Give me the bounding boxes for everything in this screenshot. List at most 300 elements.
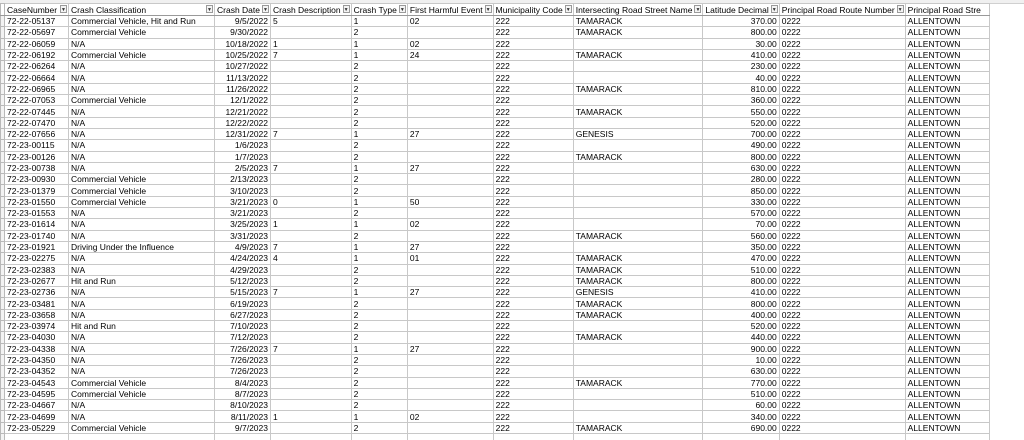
cell-principal-road-route[interactable]: 0222	[779, 174, 905, 185]
table-row[interactable]	[1, 61, 990, 72]
cell-casenumber[interactable]: 72-23-00930	[5, 174, 69, 185]
cell-first-harmful-event[interactable]	[407, 230, 493, 241]
table-row[interactable]	[1, 241, 990, 252]
cell-principal-road-route[interactable]: 0222	[779, 95, 905, 106]
cell-principal-road-route[interactable]: 0222	[779, 83, 905, 94]
cell-crash-description[interactable]: 1	[271, 411, 352, 422]
cell-principal-road-route[interactable]: 0222	[779, 241, 905, 252]
cell-principal-road-route[interactable]: 0222	[779, 309, 905, 320]
table-row[interactable]	[1, 49, 990, 60]
cell-intersecting-road[interactable]: TAMARACK	[573, 298, 703, 309]
cell-crash-type[interactable]: 2	[351, 366, 407, 377]
cell-first-harmful-event[interactable]	[407, 95, 493, 106]
cell-crash-date[interactable]: 9/30/2022	[215, 27, 271, 38]
cell-crash-type[interactable]: 1	[351, 38, 407, 49]
cell-crash-type[interactable]: 1	[351, 16, 407, 27]
cell-municipality-code[interactable]: 222	[493, 49, 573, 60]
cell-crash-date[interactable]: 6/27/2023	[215, 309, 271, 320]
cell-latitude-decimal[interactable]: 520.00	[703, 117, 779, 128]
cell-crash-description[interactable]: 7	[271, 241, 352, 252]
cell-municipality-code[interactable]: 222	[493, 128, 573, 139]
cell-intersecting-road[interactable]: TAMARACK	[573, 264, 703, 275]
cell-crash-date[interactable]: 2/13/2023	[215, 174, 271, 185]
cell-latitude-decimal[interactable]: 630.00	[703, 366, 779, 377]
table-row[interactable]	[1, 366, 990, 377]
cell-crash-classification[interactable]: N/A	[69, 354, 215, 365]
cell-crash-classification[interactable]: N/A	[69, 219, 215, 230]
cell-latitude-decimal[interactable]: 280.00	[703, 174, 779, 185]
filter-dropdown-icon[interactable]: ▼	[695, 7, 701, 13]
cell-intersecting-road[interactable]: TAMARACK	[573, 106, 703, 117]
cell-principal-road-street[interactable]: ALLENTOWN	[905, 275, 989, 286]
cell-first-harmful-event[interactable]	[407, 332, 493, 343]
cell-intersecting-road[interactable]	[573, 174, 703, 185]
cell-crash-date[interactable]: 10/27/2022	[215, 61, 271, 72]
cell-principal-road-street[interactable]: ALLENTOWN	[905, 117, 989, 128]
cell-crash-type[interactable]: 1	[351, 49, 407, 60]
cell-casenumber[interactable]: 72-23-03658	[5, 309, 69, 320]
empty-row[interactable]	[1, 433, 990, 440]
cell-crash-description[interactable]	[271, 309, 352, 320]
cell-crash-type[interactable]: 2	[351, 332, 407, 343]
cell-crash-date[interactable]: 3/21/2023	[215, 196, 271, 207]
cell-principal-road-street[interactable]: ALLENTOWN	[905, 196, 989, 207]
cell-principal-road-street[interactable]: ALLENTOWN	[905, 400, 989, 411]
cell-crash-description[interactable]	[271, 61, 352, 72]
cell-crash-description[interactable]	[271, 388, 352, 399]
empty-cell[interactable]	[271, 433, 352, 440]
cell-principal-road-route[interactable]: 0222	[779, 388, 905, 399]
cell-casenumber[interactable]: 72-23-04350	[5, 354, 69, 365]
col-header-crash-type[interactable]	[351, 4, 407, 16]
empty-cell[interactable]	[493, 433, 573, 440]
cell-principal-road-street[interactable]: ALLENTOWN	[905, 151, 989, 162]
cell-principal-road-street[interactable]: ALLENTOWN	[905, 49, 989, 60]
table-row[interactable]	[1, 72, 990, 83]
cell-crash-description[interactable]	[271, 27, 352, 38]
cell-crash-type[interactable]: 2	[351, 230, 407, 241]
cell-intersecting-road[interactable]	[573, 117, 703, 128]
cell-latitude-decimal[interactable]: 400.00	[703, 309, 779, 320]
col-header-municipality-code[interactable]	[493, 4, 573, 16]
cell-first-harmful-event[interactable]	[407, 298, 493, 309]
cell-crash-date[interactable]: 7/10/2023	[215, 321, 271, 332]
cell-principal-road-route[interactable]: 0222	[779, 140, 905, 151]
cell-crash-description[interactable]	[271, 72, 352, 83]
cell-intersecting-road[interactable]	[573, 366, 703, 377]
cell-principal-road-route[interactable]: 0222	[779, 422, 905, 433]
cell-intersecting-road[interactable]: TAMARACK	[573, 422, 703, 433]
cell-crash-date[interactable]: 3/25/2023	[215, 219, 271, 230]
cell-principal-road-street[interactable]: ALLENTOWN	[905, 241, 989, 252]
table-row[interactable]	[1, 332, 990, 343]
col-header-crash-classification[interactable]	[69, 4, 215, 16]
cell-crash-classification[interactable]: Hit and Run	[69, 321, 215, 332]
cell-principal-road-route[interactable]: 0222	[779, 128, 905, 139]
cell-latitude-decimal[interactable]: 510.00	[703, 264, 779, 275]
cell-crash-type[interactable]: 2	[351, 388, 407, 399]
cell-crash-classification[interactable]: N/A	[69, 117, 215, 128]
cell-municipality-code[interactable]: 222	[493, 140, 573, 151]
cell-crash-type[interactable]: 1	[351, 241, 407, 252]
cell-principal-road-street[interactable]: ALLENTOWN	[905, 388, 989, 399]
cell-crash-classification[interactable]: N/A	[69, 140, 215, 151]
cell-crash-classification[interactable]: Commercial Vehicle	[69, 49, 215, 60]
cell-principal-road-street[interactable]: ALLENTOWN	[905, 343, 989, 354]
cell-crash-description[interactable]	[271, 422, 352, 433]
table-row[interactable]	[1, 151, 990, 162]
cell-principal-road-street[interactable]: ALLENTOWN	[905, 321, 989, 332]
cell-latitude-decimal[interactable]: 350.00	[703, 241, 779, 252]
cell-latitude-decimal[interactable]: 800.00	[703, 151, 779, 162]
cell-crash-classification[interactable]: N/A	[69, 343, 215, 354]
cell-crash-classification[interactable]: Commercial Vehicle	[69, 388, 215, 399]
cell-municipality-code[interactable]: 222	[493, 388, 573, 399]
empty-cell[interactable]	[703, 433, 779, 440]
table-row[interactable]	[1, 95, 990, 106]
cell-latitude-decimal[interactable]: 410.00	[703, 49, 779, 60]
table-row[interactable]	[1, 27, 990, 38]
cell-crash-classification[interactable]: N/A	[69, 106, 215, 117]
cell-crash-description[interactable]: 1	[271, 38, 352, 49]
cell-crash-classification[interactable]: Commercial Vehicle	[69, 95, 215, 106]
cell-crash-type[interactable]: 2	[351, 377, 407, 388]
cell-latitude-decimal[interactable]: 470.00	[703, 253, 779, 264]
cell-crash-date[interactable]: 4/24/2023	[215, 253, 271, 264]
cell-crash-classification[interactable]: N/A	[69, 298, 215, 309]
cell-first-harmful-event[interactable]: 27	[407, 241, 493, 252]
cell-principal-road-route[interactable]: 0222	[779, 287, 905, 298]
cell-casenumber[interactable]: 72-23-02383	[5, 264, 69, 275]
cell-principal-road-street[interactable]: ALLENTOWN	[905, 95, 989, 106]
cell-crash-type[interactable]: 1	[351, 253, 407, 264]
cell-latitude-decimal[interactable]: 800.00	[703, 275, 779, 286]
empty-cell[interactable]	[905, 433, 989, 440]
cell-casenumber[interactable]: 72-22-05697	[5, 27, 69, 38]
cell-principal-road-street[interactable]: ALLENTOWN	[905, 298, 989, 309]
cell-crash-type[interactable]: 2	[351, 208, 407, 219]
cell-casenumber[interactable]: 72-23-02275	[5, 253, 69, 264]
cell-crash-type[interactable]: 1	[351, 128, 407, 139]
col-header-crash-description[interactable]	[271, 4, 352, 16]
cell-principal-road-street[interactable]: ALLENTOWN	[905, 411, 989, 422]
cell-principal-road-route[interactable]: 0222	[779, 151, 905, 162]
empty-cell[interactable]	[69, 433, 215, 440]
cell-principal-road-street[interactable]: ALLENTOWN	[905, 253, 989, 264]
cell-casenumber[interactable]: 72-23-04352	[5, 366, 69, 377]
cell-casenumber[interactable]: 72-23-02677	[5, 275, 69, 286]
col-header-principal-road-route[interactable]	[779, 4, 905, 16]
cell-principal-road-street[interactable]: ALLENTOWN	[905, 354, 989, 365]
cell-principal-road-street[interactable]: ALLENTOWN	[905, 185, 989, 196]
cell-principal-road-street[interactable]: ALLENTOWN	[905, 230, 989, 241]
cell-first-harmful-event[interactable]	[407, 117, 493, 128]
empty-cell[interactable]	[407, 433, 493, 440]
cell-municipality-code[interactable]: 222	[493, 343, 573, 354]
cell-crash-classification[interactable]: Commercial Vehicle	[69, 377, 215, 388]
col-header-principal-road-street[interactable]	[905, 4, 989, 16]
filter-dropdown-icon[interactable]: ▼	[263, 7, 268, 13]
cell-municipality-code[interactable]: 222	[493, 174, 573, 185]
cell-crash-classification[interactable]: Hit and Run	[69, 275, 215, 286]
cell-crash-description[interactable]: 7	[271, 49, 352, 60]
cell-principal-road-street[interactable]: ALLENTOWN	[905, 332, 989, 343]
cell-casenumber[interactable]: 72-23-03974	[5, 321, 69, 332]
table-row[interactable]	[1, 264, 990, 275]
cell-crash-description[interactable]	[271, 332, 352, 343]
cell-municipality-code[interactable]: 222	[493, 16, 573, 27]
cell-crash-description[interactable]	[271, 185, 352, 196]
cell-casenumber[interactable]: 72-23-04543	[5, 377, 69, 388]
cell-crash-type[interactable]: 2	[351, 298, 407, 309]
cell-principal-road-street[interactable]: ALLENTOWN	[905, 72, 989, 83]
cell-crash-date[interactable]: 1/7/2023	[215, 151, 271, 162]
cell-latitude-decimal[interactable]: 850.00	[703, 185, 779, 196]
cell-crash-classification[interactable]: N/A	[69, 366, 215, 377]
cell-casenumber[interactable]: 72-22-07656	[5, 128, 69, 139]
cell-municipality-code[interactable]: 222	[493, 117, 573, 128]
cell-principal-road-street[interactable]: ALLENTOWN	[905, 264, 989, 275]
cell-principal-road-route[interactable]: 0222	[779, 411, 905, 422]
filter-dropdown-icon[interactable]: ▼	[343, 7, 349, 13]
cell-principal-road-street[interactable]: ALLENTOWN	[905, 128, 989, 139]
cell-casenumber[interactable]: 72-22-07053	[5, 95, 69, 106]
cell-first-harmful-event[interactable]: 27	[407, 162, 493, 173]
empty-cell[interactable]	[5, 433, 69, 440]
cell-intersecting-road[interactable]	[573, 321, 703, 332]
cell-latitude-decimal[interactable]: 550.00	[703, 106, 779, 117]
cell-crash-type[interactable]: 2	[351, 309, 407, 320]
cell-crash-date[interactable]: 10/18/2022	[215, 38, 271, 49]
cell-intersecting-road[interactable]: TAMARACK	[573, 49, 703, 60]
cell-municipality-code[interactable]: 222	[493, 185, 573, 196]
cell-municipality-code[interactable]: 222	[493, 61, 573, 72]
cell-principal-road-route[interactable]: 0222	[779, 49, 905, 60]
cell-crash-description[interactable]	[271, 321, 352, 332]
cell-first-harmful-event[interactable]: 02	[407, 411, 493, 422]
filter-dropdown-icon[interactable]: ▼	[61, 7, 66, 13]
empty-cell[interactable]	[215, 433, 271, 440]
cell-municipality-code[interactable]: 222	[493, 208, 573, 219]
cell-first-harmful-event[interactable]	[407, 72, 493, 83]
cell-crash-classification[interactable]: N/A	[69, 230, 215, 241]
cell-first-harmful-event[interactable]	[407, 61, 493, 72]
cell-crash-classification[interactable]: N/A	[69, 400, 215, 411]
cell-crash-classification[interactable]: N/A	[69, 162, 215, 173]
table-row[interactable]	[1, 388, 990, 399]
cell-crash-date[interactable]: 8/10/2023	[215, 400, 271, 411]
cell-casenumber[interactable]: 72-22-06059	[5, 38, 69, 49]
cell-crash-date[interactable]: 8/11/2023	[215, 411, 271, 422]
cell-crash-type[interactable]: 2	[351, 321, 407, 332]
cell-intersecting-road[interactable]	[573, 343, 703, 354]
cell-crash-type[interactable]: 2	[351, 61, 407, 72]
cell-crash-classification[interactable]: N/A	[69, 287, 215, 298]
cell-municipality-code[interactable]: 222	[493, 377, 573, 388]
cell-crash-type[interactable]: 1	[351, 343, 407, 354]
cell-first-harmful-event[interactable]: 24	[407, 49, 493, 60]
cell-intersecting-road[interactable]: TAMARACK	[573, 230, 703, 241]
cell-crash-date[interactable]: 6/19/2023	[215, 298, 271, 309]
cell-crash-description[interactable]	[271, 208, 352, 219]
cell-casenumber[interactable]: 72-22-07470	[5, 117, 69, 128]
table-row[interactable]	[1, 16, 990, 27]
table-row[interactable]	[1, 208, 990, 219]
cell-crash-type[interactable]: 2	[351, 95, 407, 106]
cell-first-harmful-event[interactable]	[407, 366, 493, 377]
cell-crash-date[interactable]: 7/12/2023	[215, 332, 271, 343]
cell-first-harmful-event[interactable]	[407, 321, 493, 332]
cell-principal-road-route[interactable]: 0222	[779, 321, 905, 332]
table-row[interactable]	[1, 140, 990, 151]
cell-crash-type[interactable]: 1	[351, 287, 407, 298]
cell-crash-date[interactable]: 3/10/2023	[215, 185, 271, 196]
cell-principal-road-street[interactable]: ALLENTOWN	[905, 287, 989, 298]
cell-latitude-decimal[interactable]: 800.00	[703, 298, 779, 309]
cell-crash-type[interactable]: 1	[351, 219, 407, 230]
empty-cell[interactable]	[573, 433, 703, 440]
table-row[interactable]	[1, 422, 990, 433]
cell-intersecting-road[interactable]	[573, 400, 703, 411]
cell-first-harmful-event[interactable]	[407, 354, 493, 365]
cell-first-harmful-event[interactable]	[407, 388, 493, 399]
cell-crash-classification[interactable]: N/A	[69, 264, 215, 275]
table-row[interactable]	[1, 287, 990, 298]
cell-crash-date[interactable]: 12/31/2022	[215, 128, 271, 139]
col-header-first-harmful-event[interactable]	[407, 4, 493, 16]
cell-principal-road-street[interactable]: ALLENTOWN	[905, 208, 989, 219]
cell-latitude-decimal[interactable]: 10.00	[703, 354, 779, 365]
cell-municipality-code[interactable]: 222	[493, 196, 573, 207]
cell-principal-road-route[interactable]: 0222	[779, 16, 905, 27]
cell-first-harmful-event[interactable]: 27	[407, 287, 493, 298]
cell-principal-road-street[interactable]: ALLENTOWN	[905, 16, 989, 27]
cell-municipality-code[interactable]: 222	[493, 162, 573, 173]
cell-casenumber[interactable]: 72-22-05137	[5, 16, 69, 27]
table-row[interactable]	[1, 196, 990, 207]
cell-principal-road-street[interactable]: ALLENTOWN	[905, 377, 989, 388]
cell-intersecting-road[interactable]: TAMARACK	[573, 151, 703, 162]
cell-crash-type[interactable]: 1	[351, 162, 407, 173]
cell-crash-classification[interactable]: N/A	[69, 83, 215, 94]
cell-crash-classification[interactable]: Commercial Vehicle	[69, 422, 215, 433]
table-row[interactable]	[1, 321, 990, 332]
cell-crash-date[interactable]: 12/21/2022	[215, 106, 271, 117]
cell-intersecting-road[interactable]	[573, 196, 703, 207]
cell-first-harmful-event[interactable]	[407, 27, 493, 38]
cell-casenumber[interactable]: 72-23-04667	[5, 400, 69, 411]
cell-principal-road-street[interactable]: ALLENTOWN	[905, 219, 989, 230]
cell-first-harmful-event[interactable]	[407, 140, 493, 151]
cell-casenumber[interactable]: 72-23-04338	[5, 343, 69, 354]
cell-casenumber[interactable]: 72-23-04030	[5, 332, 69, 343]
table-row[interactable]	[1, 354, 990, 365]
table-row[interactable]	[1, 106, 990, 117]
cell-latitude-decimal[interactable]: 520.00	[703, 321, 779, 332]
cell-intersecting-road[interactable]	[573, 38, 703, 49]
cell-latitude-decimal[interactable]: 700.00	[703, 128, 779, 139]
cell-intersecting-road[interactable]: TAMARACK	[573, 253, 703, 264]
cell-crash-date[interactable]: 3/21/2023	[215, 208, 271, 219]
cell-crash-date[interactable]: 11/13/2022	[215, 72, 271, 83]
cell-intersecting-road[interactable]: TAMARACK	[573, 83, 703, 94]
cell-municipality-code[interactable]: 222	[493, 298, 573, 309]
cell-intersecting-road[interactable]	[573, 219, 703, 230]
cell-crash-classification[interactable]: N/A	[69, 38, 215, 49]
cell-crash-date[interactable]: 7/26/2023	[215, 354, 271, 365]
cell-municipality-code[interactable]: 222	[493, 27, 573, 38]
cell-casenumber[interactable]: 72-23-03481	[5, 298, 69, 309]
cell-crash-description[interactable]	[271, 230, 352, 241]
cell-crash-classification[interactable]: N/A	[69, 253, 215, 264]
cell-latitude-decimal[interactable]: 230.00	[703, 61, 779, 72]
cell-latitude-decimal[interactable]: 30.00	[703, 38, 779, 49]
cell-latitude-decimal[interactable]: 560.00	[703, 230, 779, 241]
cell-crash-classification[interactable]: Commercial Vehicle	[69, 27, 215, 38]
cell-intersecting-road[interactable]: TAMARACK	[573, 377, 703, 388]
table-row[interactable]	[1, 174, 990, 185]
table-row[interactable]	[1, 128, 990, 139]
cell-principal-road-street[interactable]: ALLENTOWN	[905, 27, 989, 38]
cell-crash-type[interactable]: 2	[351, 275, 407, 286]
empty-cell[interactable]	[779, 433, 905, 440]
cell-principal-road-street[interactable]: ALLENTOWN	[905, 366, 989, 377]
cell-casenumber[interactable]: 72-23-04699	[5, 411, 69, 422]
cell-principal-road-route[interactable]: 0222	[779, 117, 905, 128]
cell-crash-type[interactable]: 2	[351, 185, 407, 196]
cell-first-harmful-event[interactable]	[407, 83, 493, 94]
cell-crash-description[interactable]	[271, 400, 352, 411]
cell-crash-classification[interactable]: N/A	[69, 332, 215, 343]
cell-latitude-decimal[interactable]: 490.00	[703, 140, 779, 151]
cell-crash-description[interactable]: 4	[271, 253, 352, 264]
cell-crash-type[interactable]: 2	[351, 264, 407, 275]
cell-principal-road-route[interactable]: 0222	[779, 106, 905, 117]
cell-principal-road-street[interactable]: ALLENTOWN	[905, 106, 989, 117]
cell-first-harmful-event[interactable]	[407, 174, 493, 185]
cell-crash-description[interactable]	[271, 83, 352, 94]
cell-crash-classification[interactable]: N/A	[69, 72, 215, 83]
cell-municipality-code[interactable]: 222	[493, 230, 573, 241]
cell-crash-type[interactable]: 2	[351, 27, 407, 38]
cell-first-harmful-event[interactable]: 27	[407, 343, 493, 354]
filter-dropdown-icon[interactable]: ▼	[771, 7, 777, 13]
cell-casenumber[interactable]: 72-23-00115	[5, 140, 69, 151]
cell-first-harmful-event[interactable]	[407, 185, 493, 196]
cell-principal-road-route[interactable]: 0222	[779, 332, 905, 343]
cell-principal-road-route[interactable]: 0222	[779, 162, 905, 173]
cell-intersecting-road[interactable]	[573, 140, 703, 151]
cell-crash-description[interactable]	[271, 377, 352, 388]
cell-casenumber[interactable]: 72-23-01553	[5, 208, 69, 219]
cell-crash-description[interactable]: 7	[271, 162, 352, 173]
cell-latitude-decimal[interactable]: 340.00	[703, 411, 779, 422]
cell-crash-description[interactable]	[271, 275, 352, 286]
cell-principal-road-street[interactable]: ALLENTOWN	[905, 162, 989, 173]
cell-municipality-code[interactable]: 222	[493, 400, 573, 411]
cell-crash-type[interactable]: 2	[351, 72, 407, 83]
table-row[interactable]	[1, 162, 990, 173]
cell-first-harmful-event[interactable]	[407, 422, 493, 433]
cell-principal-road-route[interactable]: 0222	[779, 400, 905, 411]
cell-principal-road-route[interactable]: 0222	[779, 61, 905, 72]
cell-crash-classification[interactable]: Commercial Vehicle, Hit and Run	[69, 16, 215, 27]
cell-first-harmful-event[interactable]: 01	[407, 253, 493, 264]
table-row[interactable]	[1, 343, 990, 354]
cell-principal-road-street[interactable]: ALLENTOWN	[905, 38, 989, 49]
table-row[interactable]	[1, 83, 990, 94]
cell-casenumber[interactable]: 72-22-06965	[5, 83, 69, 94]
